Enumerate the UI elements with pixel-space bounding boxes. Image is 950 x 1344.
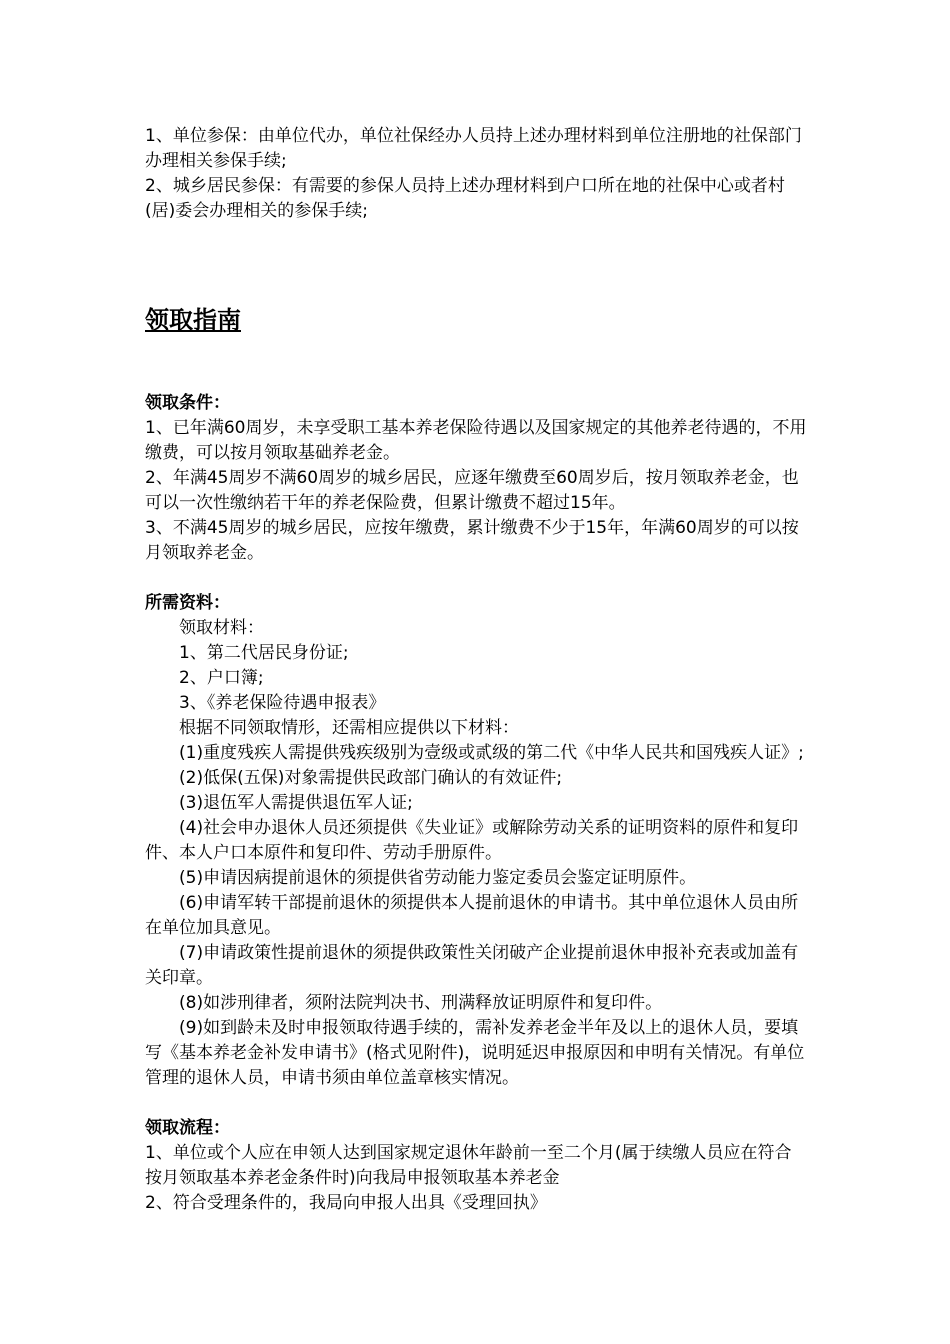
extra-material-item-4: (4)社会申办退休人员还须提供《失业证》或解除劳动关系的证明资料的原件和复印件、本人户口本原件和复印件、劳动手册原件。 bbox=[145, 818, 799, 863]
condition-item-3: 3、不满45周岁的城乡居民，应按年缴费，累计缴费不少于15年，年满60周岁的可以按月领取养老金。 bbox=[145, 518, 799, 563]
spacer bbox=[145, 336, 807, 391]
materials-heading: 所需资料： bbox=[145, 593, 230, 613]
spacer bbox=[145, 224, 807, 279]
process-item-2: 2、符合受理条件的，我局向申报人出具《受理回执》 bbox=[145, 1193, 547, 1213]
extra-material-item-9: (9)如到龄未及时申报领取待遇手续的，需补发养老金半年及以上的退休人员，要填写《基本养老金补发申请书》(格式见附件)，说明延迟申报原因和申明有关情况。有单位管理的退休人员，申请书须由单位盖章核实情况。 bbox=[145, 1018, 805, 1088]
process-item-1: 1、单位或个人应在申领人达到国家规定退休年龄前一至二个月(属于续缴人员应在符合按月领取基本养老金条件时)向我局申报领取基本养老金 bbox=[145, 1143, 792, 1188]
extra-material-item-7: (7)申请政策性提前退休的须提供政策性关闭破产企业提前退休申报补充表或加盖有关印章。 bbox=[145, 943, 799, 988]
intro-paragraph-1: 1、单位参保：由单位代办，单位社保经办人员持上述办理材料到单位注册地的社保部门办理相关参保手续; bbox=[145, 126, 802, 171]
spacer bbox=[145, 279, 807, 304]
extra-material-item-1: (1)重度残疾人需提供残疾级别为壹级或贰级的第二代《中华人民共和国残疾人证》; bbox=[179, 743, 804, 763]
spacer bbox=[145, 566, 807, 591]
extra-materials-intro: 根据不同领取情形，还需相应提供以下材料： bbox=[179, 718, 519, 738]
extra-material-item-5: (5)申请因病提前退休的须提供省劳动能力鉴定委员会鉴定证明原件。 bbox=[179, 868, 697, 888]
extra-material-item-8: (8)如涉刑律者，须附法院判决书、刑满释放证明原件和复印件。 bbox=[179, 993, 663, 1013]
spacer bbox=[145, 1091, 807, 1116]
material-item-3: 3、《养老保险待遇申报表》 bbox=[179, 693, 386, 713]
condition-item-1: 1、已年满60周岁，未享受职工基本养老保险待遇以及国家规定的其他养老待遇的，不用缴费，可以按月领取基础养老金。 bbox=[145, 418, 807, 463]
extra-material-item-3: (3)退伍军人需提供退伍军人证; bbox=[179, 793, 413, 813]
intro-paragraph-2: 2、城乡居民参保：有需要的参保人员持上述办理材料到户口所在地的社保中心或者村(居)委会办理相关的参保手续; bbox=[145, 176, 785, 221]
extra-material-item-2: (2)低保(五保)对象需提供民政部门确认的有效证件; bbox=[179, 768, 563, 788]
document-page bbox=[145, 124, 807, 1216]
conditions-heading: 领取条件： bbox=[145, 393, 230, 413]
materials-intro: 领取材料： bbox=[179, 618, 264, 638]
material-item-2: 2、户口簿; bbox=[179, 668, 264, 688]
condition-item-2: 2、年满45周岁不满60周岁的城乡居民，应逐年缴费至60周岁后，按月领取养老金，也可以一次性缴纳若干年的养老保险费，但累计缴费不超过15年。 bbox=[145, 468, 799, 513]
process-heading: 领取流程： bbox=[145, 1118, 230, 1138]
extra-material-item-6: (6)申请军转干部提前退休的须提供本人提前退休的申请书。其中单位退休人员由所在单位加具意见。 bbox=[145, 893, 799, 938]
section-title: 领取指南 bbox=[145, 306, 241, 334]
material-item-1: 1、第二代居民身份证; bbox=[179, 643, 349, 663]
